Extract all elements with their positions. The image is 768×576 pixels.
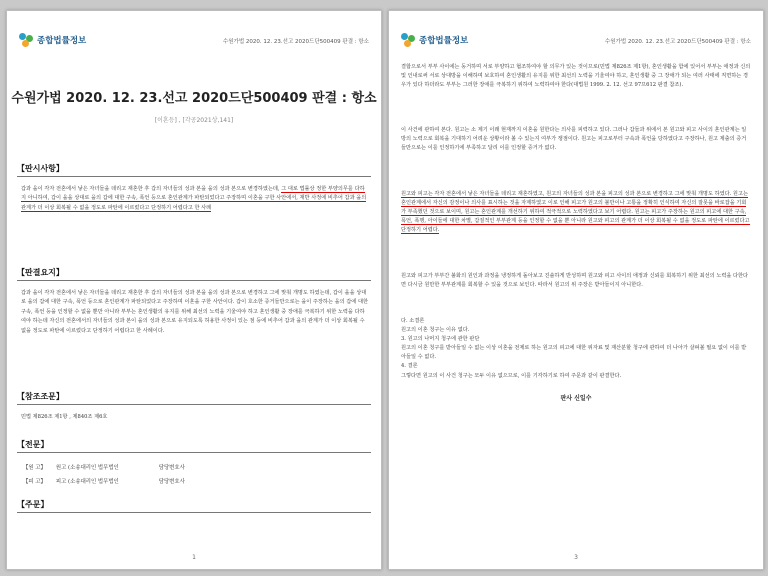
party-role: 【피 고】: [23, 479, 46, 485]
section-rule: [17, 280, 371, 281]
logo-text: 종합법률정보: [419, 36, 469, 46]
party-lawyer: 담당변호사: [158, 465, 185, 471]
party-name: 피고 (소송대리인 법무법인: [55, 479, 119, 485]
case-subtitle: [이혼등] , [각공2021상,141]: [154, 117, 234, 124]
body-paragraph-d: 다. 소결론 원고의 이혼 청구는 이유 없다. 3. 원고의 나머지 청구에 관한 판단 원고의 이혼 청구를 받아들일 수 없는 이상 이혼을 전제로 하는 원고의 피고에 대한 위자료 및 재산분할 청구에 관하여 더 나아가 살펴볼 필요 없이 이를 받아들일 수 없다. 4. 결론 그렇다면 원고의 이 사건 청구는 모두 이유 없으므로, 이를 기각하기로 하여 주문과 같이 판결한다.: [401, 318, 747, 379]
highlighted-text: 원고와 피고는 각자 전혼에서 낳은 자녀들을 데리고 재혼하였고, 원고의 자녀들의 성과 본을 피고의 성과 본으로 변경하고 그에 맞춰 개명도 하였다. 원고는 혼인관계에서 자신의 감정이나 의사를 표시하는 것을 자제하였고 이로 인해 피고가 원고의 불만이나 고통을 정확히 인식하여 자신의 잘못을 바로잡을 기회가 부족했던 것으로 보이며, 원고는 혼인관계를 개선하기 위하여 적극적으로 노력하였다고 보기 어렵다. 원고는 피고가 주장하는 원고의 피고에 대한 구속, 폭언, 폭행, 아이들에 대한 차별, 갑질적인 부부관계 등을 인정할 수 없을 뿐 아니라 원고와 피고의 관계가 더 이상 회복될 수 없을 정도로 파탄에 이르렀다고 단정하기 어렵다.: [401, 191, 750, 234]
party-plaintiff: [23, 463, 185, 471]
holding-text-highlighted: 그 대로 법률상 정한 부양의무를 다하지 아니하여, 갑이 을을 상대로 을의 갑에 대한 구속, 폭언 등으로 혼인관계가 파탄되었다고 주장하며 이혼을 구한 사안에서, 재반 사정에 비추어 갑과 을의 관계가 더 이상 회복될 수 없을 정도로 파탄에 이르렀다고 단정하기 어렵다고 한 사례: [21, 186, 367, 211]
party-name: 원고 (소송대리인 법무법인: [55, 465, 119, 471]
page-header: [19, 33, 369, 51]
party-lawyer: 담당변호사: [158, 479, 185, 485]
holding-text-a: 갑과 을이 각자 전혼에서 낳은 자녀들을 데리고 재혼한 후 갑의 자녀들의 성과 본을 을의 성과 본으로 변경하였는데,: [21, 186, 282, 192]
body-paragraph-c: 원고와 피고가 부부간 불화의 원인과 과정을 냉정하게 돌아보고 진솔하게 반성하며 원고와 피고 사이의 애정과 신뢰를 회복하기 위한 최선의 노력을 다한다면 다시금 원만한 부부관계를 회복할 수 있을 것으로 보인다. 따라서 원고의 위 주장은 받아들이지 아니한다.: [401, 273, 749, 289]
judge-signature: 판사 신일수: [560, 395, 592, 402]
body-paragraph-b: 이 사건에 관하여 본다. 원고는 소 제기 이래 현재까지 이혼을 원한다는 의사를 피력하고 있다. 그러나 갑들과 위에서 본 원고와 피고 사이의 혼인관계는 일방의 노력으로 회복을 기대하기 어려운 상황이라 볼 수 있는지 여부가 쟁점이다. 원고는 피고로부터 구속과 폭언을 당하였다고 주장하나, 원고 제출의 증거들만으로는 이를 인정하기에 부족하고 달리 이를 인정할 증거가 없다.: [401, 127, 747, 152]
section-title-summary: 【판결요지】: [17, 268, 64, 277]
section-rule: [17, 404, 371, 405]
header-case-line: 수원가법 2020. 12. 23.선고 2020드단500409 판결 : 항소: [222, 39, 369, 45]
body-paragraph-highlighted: [401, 190, 751, 272]
section-rule: [17, 452, 371, 453]
section-title-holding: 【판시사항】: [17, 164, 64, 173]
judgment-body: [401, 63, 751, 381]
party-role: 【원 고】: [23, 465, 46, 471]
summary-text: 갑과 을이 각자 전혼에서 낳은 자녀들을 데리고 재혼한 후 갑의 자녀들의 성과 본을 을의 성과 본으로 변경하고 그에 맞춰 개명도 하였는데, 갑이 을을 상대로 을의 갑에 대한 구속, 폭언 등으로 혼인관계가 파탄되었다고 주장하며 이혼을 구한 사안이다. 갑이 호소한 증거들만으로는 을이 주장하는 을의 갑에 대한 구속, 폭언 등을 인정할 수 없을 뿐만 아니라 부부는 혼인생활의 유지를 위해 최선의 노력을 기울여야 하고 혼인생활 중 장애를 극복하기 위한 노력을 다하여야 하는데 자신의 전혼에서의 자녀들의 성과 본이 을의 성과 본으로 유지되도록 허용한 사정이 있는 점 등에 비추어 갑과 을의 관계가 더 이상 회복될 수 없을 정도로 파탄에 이르렀다고 단정하기 어렵다고 한 사례이다.: [21, 290, 368, 334]
case-title: 수원가법 2020. 12. 23.선고 2020드단500409 판결 : 항소: [11, 91, 377, 106]
section-rule: [17, 512, 371, 513]
logo-text: 종합법률정보: [37, 36, 87, 46]
document-page-1[interactable]: [6, 10, 382, 570]
body-paragraph-a: 결합으로서 부부 사이에는 동거하며 서로 부양하고 협조하여야 할 의무가 있는 것이므로(민법 제826조 제1항), 혼인생활을 함에 있어서 부부는 애정과 신의 및 인내로써 서로 상대방을 이해하며 보호하여 혼인생활의 유지를 위한 최선의 노력을 기울여야 하고, 혼인생활 중 그 장애가 되는 여러 사태에 직면하는 경우가 있다 하더라도 부부는 그러한 장애를 극복하기 위하여 노력하여야 한다(대법원 1999. 2. 12. 선고 97므612 판결 참조).: [401, 64, 751, 89]
section-title-order: 【주문】: [17, 500, 49, 509]
document-page-3[interactable]: [388, 10, 764, 570]
page-number: 1: [192, 554, 196, 561]
logo-icon: [401, 33, 415, 47]
page-number: 3: [574, 554, 578, 561]
party-defendant: [23, 477, 185, 485]
header-case-line: 수원가법 2020. 12. 23.선고 2020드단500409 판결 : 항소: [604, 39, 751, 45]
logo-icon: [19, 33, 33, 47]
page-header: [401, 33, 751, 51]
section-title-fulltext: 【전문】: [17, 440, 49, 449]
references-text: 민법 제826조 제1항 , 제840조 제6호: [21, 414, 108, 420]
site-logo: [19, 33, 86, 47]
section-rule: [17, 176, 371, 177]
site-logo: [401, 33, 468, 47]
section-title-references: 【참조조문】: [17, 392, 64, 401]
holding-text: [21, 185, 369, 259]
